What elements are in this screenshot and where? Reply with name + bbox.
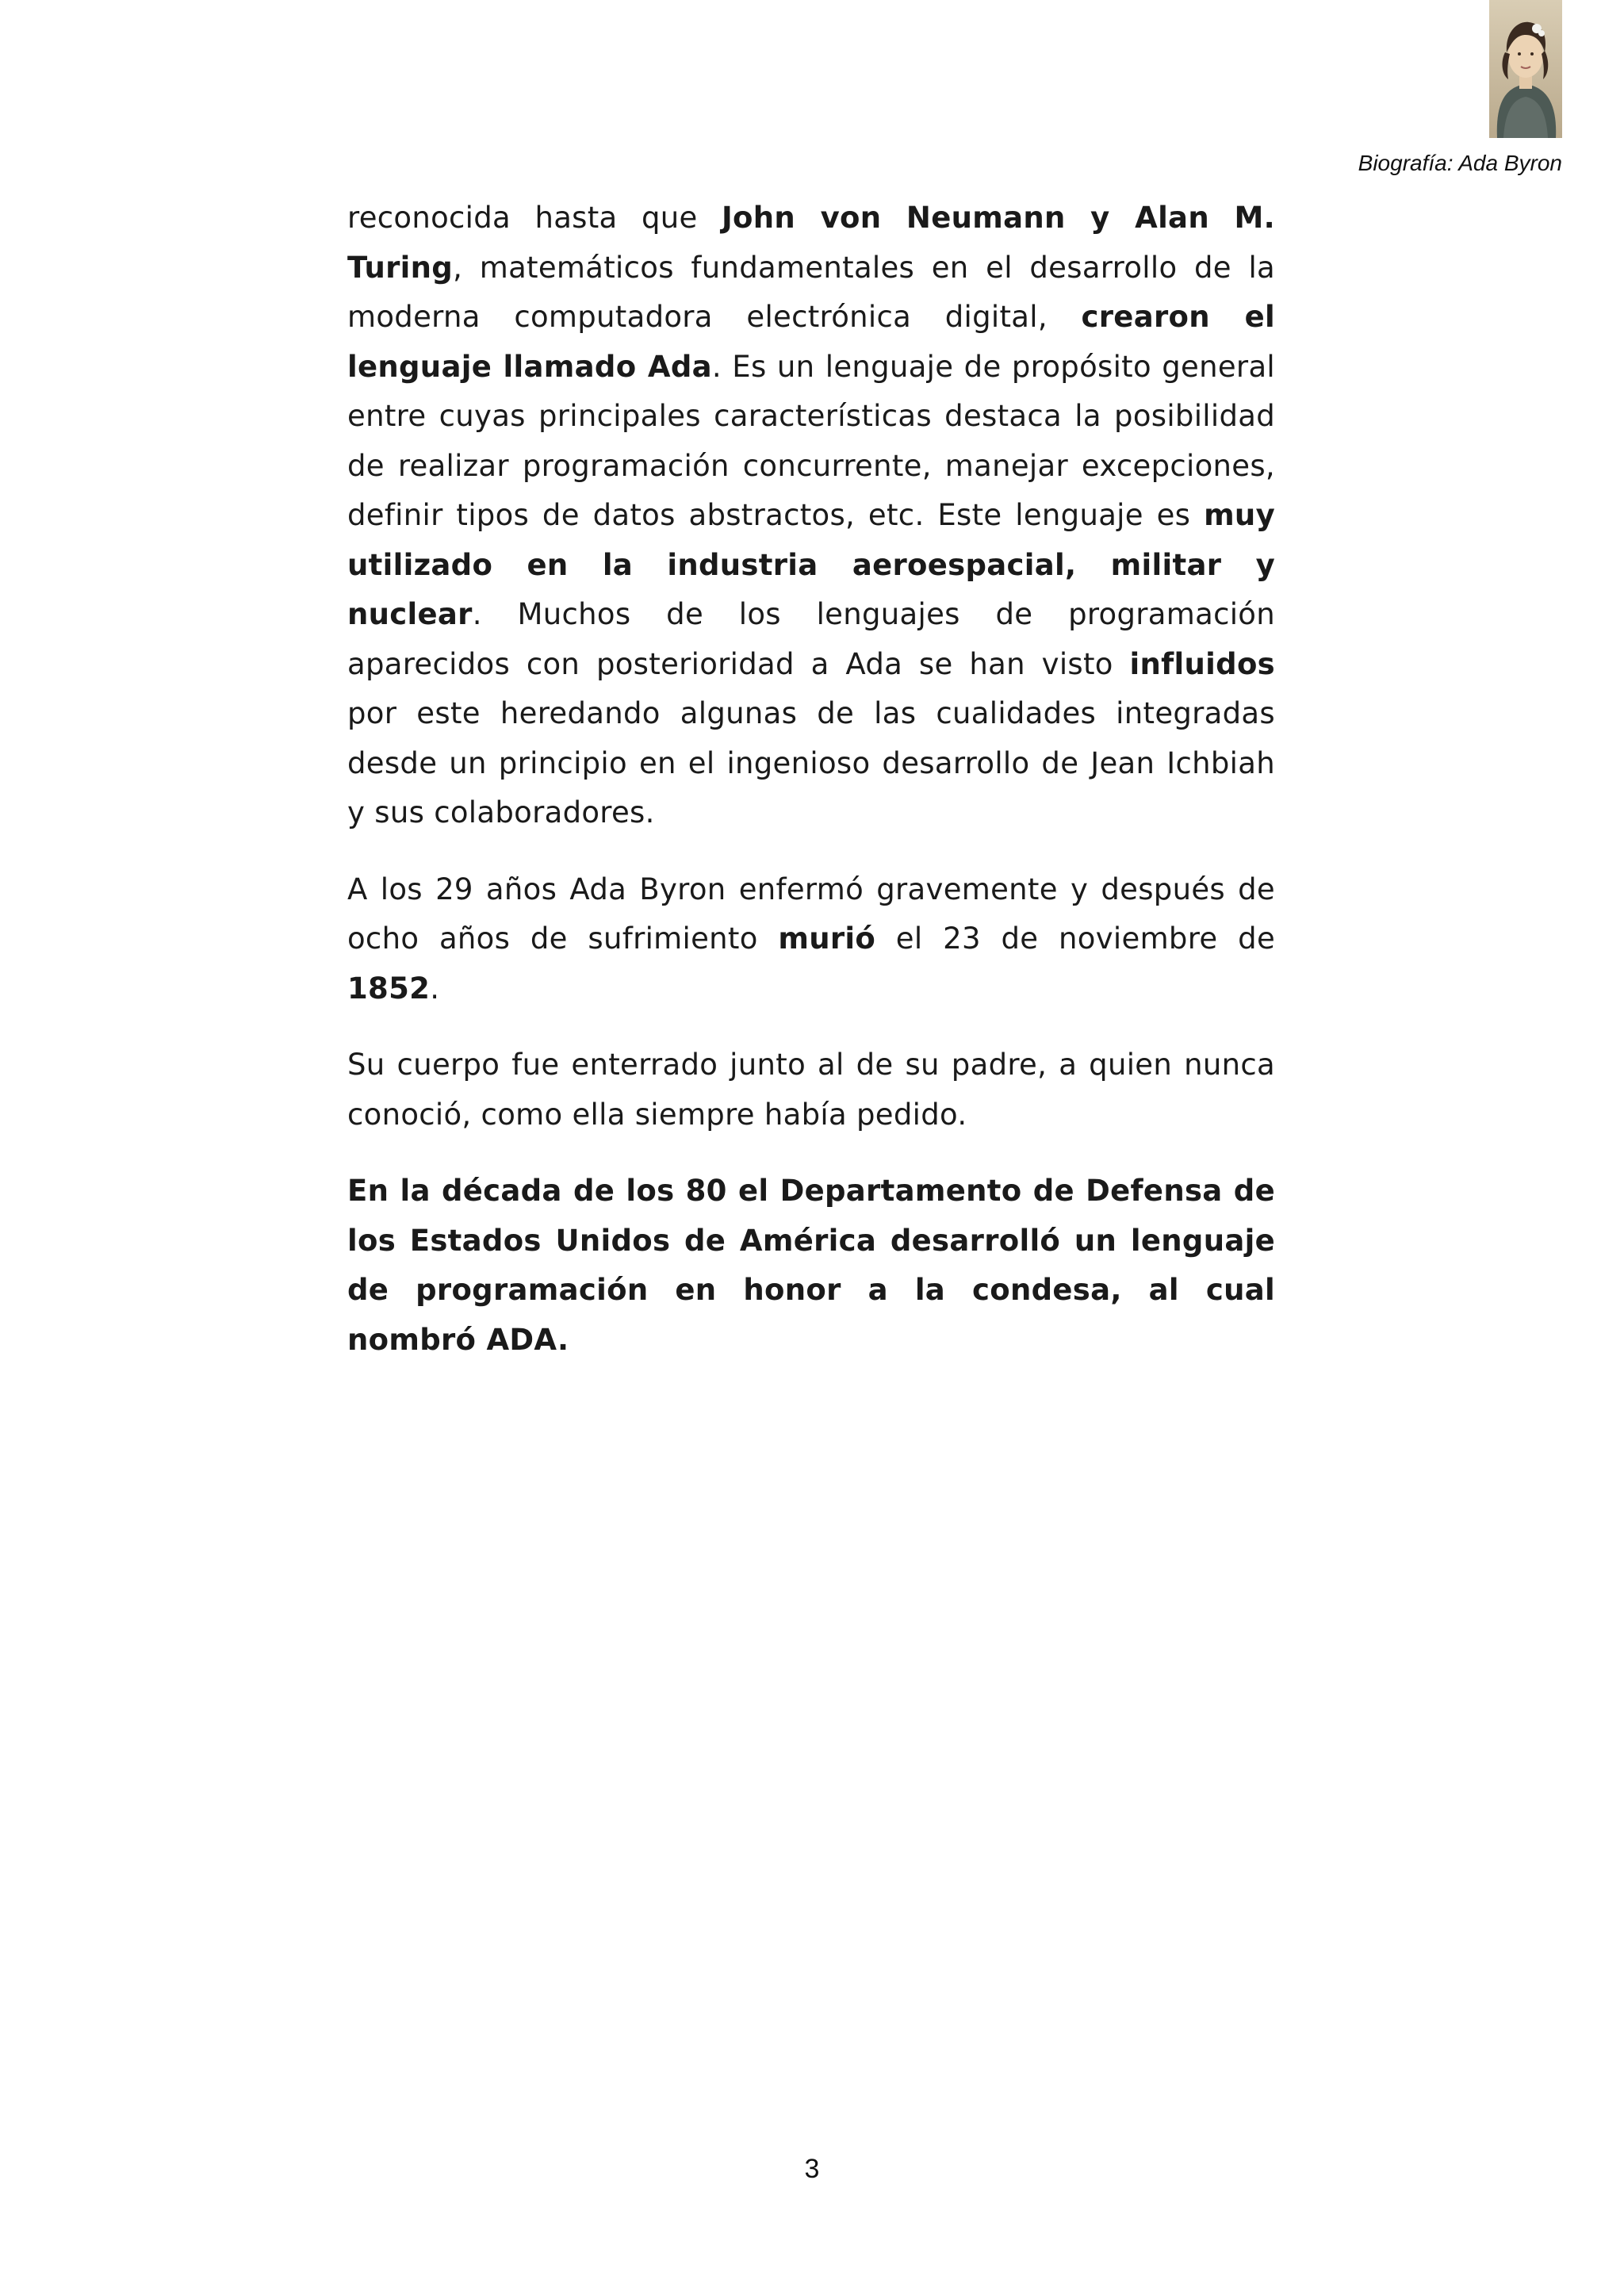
- bold-run: crearon el lenguaje llamado Ada: [347, 300, 1275, 384]
- bold-run: John von Neumann y Alan M. Turing: [347, 201, 1275, 285]
- paragraph-2: [347, 865, 1275, 1014]
- ada-byron-portrait: [1489, 0, 1562, 138]
- text-run: A los 29 años Ada Byron enfermó gravemente y después de ocho años de sufrimiento: [347, 872, 1275, 956]
- text-run: por este heredando algunas de las cualidades integradas desde un principio en el ingenioso desarrollo de Jean Ichbiah y sus colaboradores.: [347, 696, 1275, 829]
- bold-run: murió: [778, 921, 876, 956]
- text-run: , matemáticos fundamentales en el desarrollo de la moderna computadora electrónica digital,: [347, 250, 1275, 334]
- text-run: el 23 de noviembre de: [875, 921, 1276, 956]
- text-run: Su cuerpo fue enterrado junto al de su padre, a quien nunca conoció, como ella siempre había pedido.: [347, 1048, 1275, 1132]
- text-run: reconocida hasta que: [347, 201, 722, 235]
- text-run: . Muchos de los lenguajes de programación aparecidos con posterioridad a Ada se han visto: [347, 597, 1275, 681]
- header-title: Biografía: Ada Byron: [1358, 151, 1562, 175]
- document-body: [347, 193, 1275, 1392]
- bold-run: influidos: [1129, 646, 1275, 681]
- bold-run: 1852: [347, 971, 431, 1006]
- text-run: . Es un lenguaje de propósito general entre cuyas principales características destaca la posibilidad de realizar programación concurrente, manejar excepciones, definir tipos de datos abstractos, etc. Este lenguaje es: [347, 349, 1275, 532]
- paragraph-1: [347, 193, 1275, 838]
- bold-run: En la década de los 80 el Departamento de Defensa de los Estados Unidos de América desarrolló un lenguaje de programación en honor a la condesa, al cual nombró ADA.: [347, 1174, 1275, 1357]
- page-number: 3: [804, 2154, 820, 2184]
- text-run: .: [430, 971, 440, 1006]
- paragraph-3: [347, 1040, 1275, 1140]
- paragraph-4: [347, 1167, 1275, 1365]
- bold-run: muy utilizado en la industria aeroespacial, militar y nuclear: [347, 498, 1275, 631]
